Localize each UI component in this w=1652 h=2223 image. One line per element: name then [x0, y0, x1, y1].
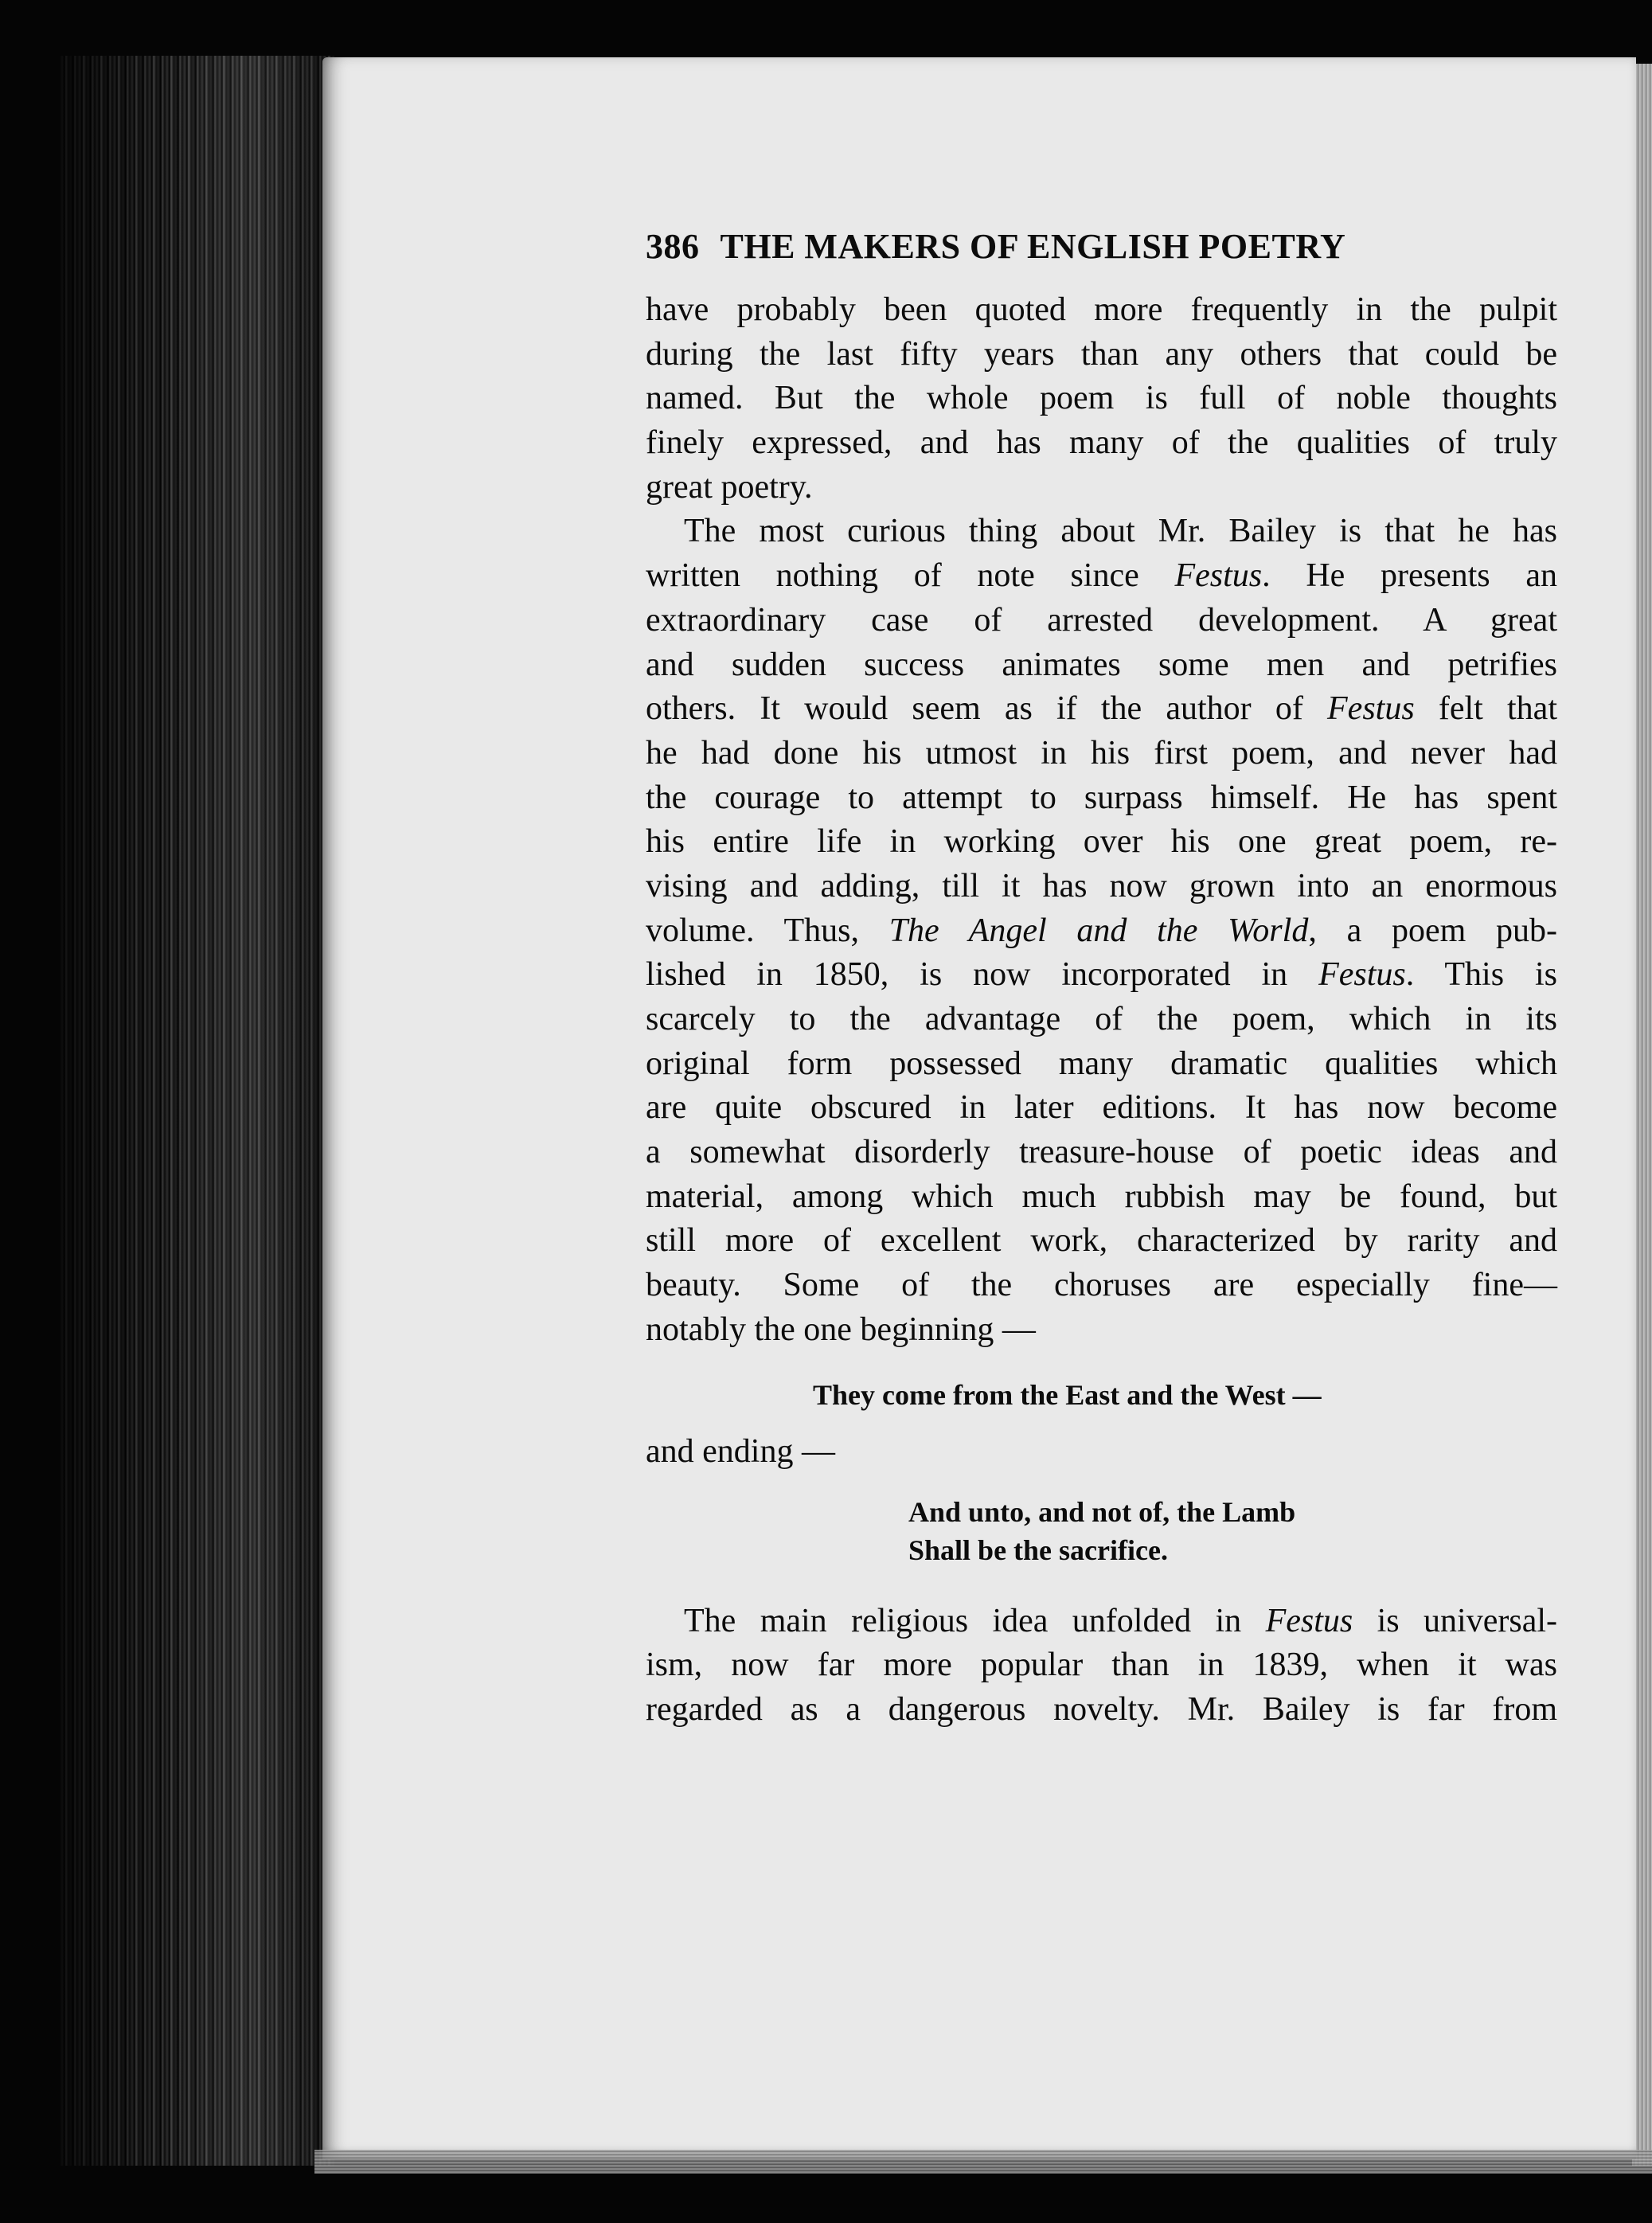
quoted-verse-line: They come from the East and the West —	[813, 1378, 1322, 1411]
verse-line: And unto, and not of, the Lamb	[908, 1495, 1296, 1528]
text-line: finely expressed, and has many of the qualities of truly	[646, 424, 1557, 462]
text-run: written nothing of note since	[646, 557, 1175, 595]
text-line: named. But the whole poem is full of noble thoughts	[646, 380, 1557, 417]
text-line	[646, 1600, 1557, 1644]
italic-title: The Angel and the World	[888, 912, 1309, 949]
italic-title: Festus	[1174, 557, 1263, 595]
text-line: original form possessed many dramatic qualities which	[646, 1045, 1557, 1082]
page-content	[646, 223, 1557, 1733]
text-line: still more of excellent work, characterized by rarity and	[646, 1222, 1557, 1260]
paragraph-1	[646, 288, 1557, 510]
text-line: great poetry.	[646, 468, 813, 506]
page-edges-shadow	[60, 56, 334, 2166]
text-line: extraordinary case of arrested development. A great	[646, 601, 1557, 639]
text-line: ism, now far more popular than in 1839, when it was	[646, 1647, 1557, 1684]
text-run: . He presents an	[1262, 557, 1557, 595]
text-line: regarded as a dangerous novelty. Mr. Bailey is far from	[646, 1690, 1557, 1728]
text-run: The main religious idea unfolded in	[684, 1602, 1266, 1639]
italic-title: Festus	[1318, 956, 1406, 994]
text-line	[646, 953, 1557, 998]
running-title: THE MAKERS OF ENGLISH POETRY	[720, 227, 1346, 266]
text-line	[646, 554, 1557, 599]
paragraph-2	[646, 510, 1557, 1352]
text-line: have probably been quoted more frequently in the pulpit	[646, 291, 1557, 328]
paragraph-3	[646, 1600, 1557, 1733]
text-run: is universal-	[1353, 1602, 1557, 1639]
text-line: vising and adding, till it has now grown into an enormous	[646, 867, 1557, 904]
quoted-verse	[646, 1493, 1557, 1569]
text-line: material, among which much rubbish may be found, but	[646, 1178, 1557, 1215]
text-line	[646, 909, 1557, 954]
text-line: scarcely to the advantage of the poem, which in its	[646, 1001, 1557, 1037]
text-run: felt that	[1414, 690, 1557, 728]
text-run: others. It would seem as if the author of	[646, 690, 1328, 728]
bottom-page-edge	[314, 2150, 1652, 2174]
text-line: notably the one beginning —	[646, 1311, 1036, 1348]
verse-line: Shall be the sacrifice.	[908, 1533, 1168, 1566]
text-line: he had done his utmost in his first poem, and never had	[646, 734, 1557, 772]
text-line: the courage to attempt to surpass himself. He has spent	[646, 779, 1557, 816]
text-line: a somewhat disorderly treasure-house of poetic ideas and	[646, 1134, 1557, 1171]
page-number: 386	[646, 227, 700, 266]
text-run: lished in 1850, is now incorporated in	[646, 956, 1319, 994]
text-line: are quite obscured in later editions. It has now become	[646, 1089, 1557, 1127]
text-line: and ending —	[646, 1432, 835, 1470]
text-line: his entire life in working over his one great poem, re-	[646, 823, 1557, 861]
text-line: beauty. Some of the choruses are especially fine—	[646, 1267, 1557, 1304]
italic-title: Festus	[1327, 690, 1415, 728]
italic-title: Festus	[1265, 1602, 1353, 1639]
text-line: and sudden success animates some men and petrifies	[646, 646, 1557, 683]
text-line	[646, 687, 1557, 732]
text-line: The most curious thing about Mr. Bailey is that he has	[684, 513, 1557, 550]
text-run: volume. Thus,	[646, 912, 889, 949]
running-header	[646, 223, 1557, 271]
text-run: . This is	[1405, 956, 1557, 994]
text-run: , a poem pub-	[1308, 912, 1557, 949]
text-line: during the last fifty years than any others that could be	[646, 335, 1557, 373]
